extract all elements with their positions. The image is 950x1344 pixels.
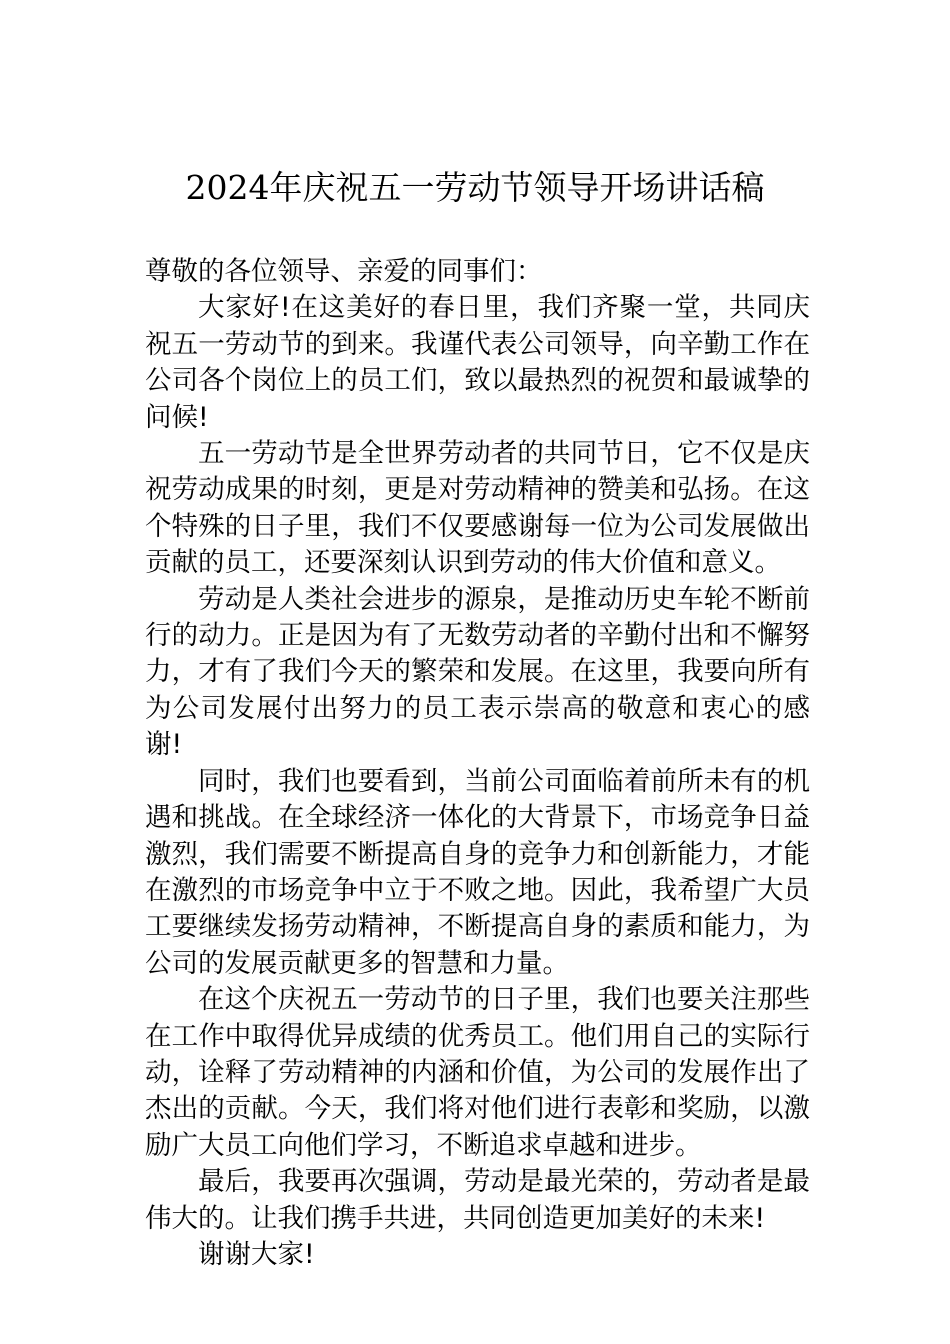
paragraph-labor-value: 劳动是人类社会进步的源泉，是推动历史车轮不断前行的动力。正是因为有了无数劳动者的辛勤付出和不懈努力，才有了我们今天的繁荣和发展。在这里，我要向所有为公司发展付出努力的员工表示崇高的敬意和衷心的感谢! [145, 583, 810, 761]
paragraph-festival-meaning: 五一劳动节是全世界劳动者的共同节日，它不仅是庆祝劳动成果的时刻，更是对劳动精神的赞美和弘扬。在这个特殊的日子里，我们不仅要感谢每一位为公司发展做出贡献的员工，还要深刻认识到劳动的伟大价值和意义。 [145, 438, 810, 579]
salutation: 尊敬的各位领导、亲爱的同事们： [145, 256, 543, 287]
paragraph-thanks: 谢谢大家! [198, 1238, 315, 1270]
document-title: 2024年庆祝五一劳动节领导开场讲话稿 [185, 168, 765, 207]
paragraph-closing: 最后，我要再次强调，劳动是最光荣的，劳动者是最伟大的。让我们携手共进，共同创造更加美好的未来! [145, 1166, 810, 1234]
paragraph-challenges: 同时，我们也要看到，当前公司面临着前所未有的机遇和挑战。在全球经济一体化的大背景下，市场竞争日益激烈，我们需要不断提高自身的竞争力和创新能力，才能在激烈的市场竞争中立于不败之地。因此，我希望广大员工要继续发扬劳动精神，不断提高自身的素质和能力，为公司的发展贡献更多的智慧和力量。 [145, 765, 810, 979]
paragraph-greeting: 大家好!在这美好的春日里，我们齐聚一堂，共同庆祝五一劳动节的到来。我谨代表公司领导，向辛勤工作在公司各个岗位上的员工们，致以最热烈的祝贺和最诚挚的问候! [145, 292, 810, 433]
document-body [145, 254, 810, 1273]
paragraph-outstanding-staff: 在这个庆祝五一劳动节的日子里，我们也要关注那些在工作中取得优异成绩的优秀员工。他们用自己的实际行动，诠释了劳动精神的内涵和价值，为公司的发展作出了杰出的贡献。今天，我们将对他们进行表彰和奖励，以激励广大员工向他们学习，不断追求卓越和进步。 [145, 984, 810, 1161]
